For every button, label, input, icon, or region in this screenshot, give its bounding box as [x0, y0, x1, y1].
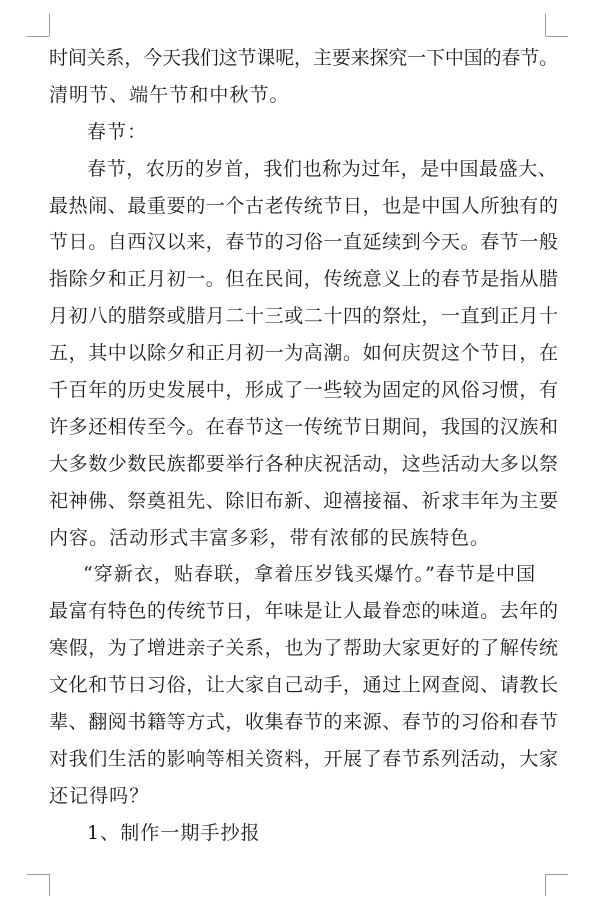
paragraph-line: 清明节、端午节和中秋节。 [49, 83, 290, 106]
section-heading: 春节： [87, 120, 148, 143]
paragraph-line: 还记得吗？ [49, 784, 150, 807]
crop-mark-bottom-left-horizontal [27, 874, 49, 875]
list-item: 1、制作一期手抄报 [87, 821, 261, 844]
crop-mark-bottom-right-horizontal [546, 874, 568, 875]
paragraph-line: 千百年的历史发展中，形成了一些较为固定的风俗习惯，有 [49, 379, 559, 402]
paragraph-line: 许多还相传至今。在春节这一传统节日期间，我国的汉族和 [49, 415, 559, 438]
crop-mark-top-left-horizontal [27, 36, 49, 37]
paragraph-line: 祀神佛、祭奠祖先、除旧布新、迎禧接福、祈求丰年为主要 [49, 489, 559, 512]
paragraph-line: 月初八的腊祭或腊月二十三或二十四的祭灶，一直到正月十 [49, 305, 559, 328]
crop-mark-top-right-horizontal [546, 36, 568, 37]
paragraph-line: 节日。自西汉以来，春节的习俗一直延续到今天。春节一般 [49, 231, 559, 254]
paragraph-line: 内容。活动形式丰富多彩，带有浓郁的民族特色。 [49, 526, 491, 549]
paragraph-line: 大多数少数民族都要举行各种庆祝活动，这些活动大多以祭 [49, 452, 559, 475]
document-body [49, 40, 559, 852]
crop-mark-bottom-left-vertical [49, 874, 50, 896]
paragraph-line: 寒假，为了增进亲子关系，也为了帮助大家更好的了解传统 [49, 637, 559, 660]
paragraph-line: 指除夕和正月初一。但在民间，传统意义上的春节是指从腊 [49, 268, 559, 291]
paragraph-line: 辈、翻阅书籍等方式，收集春节的来源、春节的习俗和春节 [49, 711, 559, 734]
paragraph-line: 最富有特色的传统节日，年味是让人最眷恋的味道。去年的 [49, 600, 559, 623]
crop-mark-bottom-right-vertical [545, 874, 546, 896]
crop-mark-top-left-vertical [49, 14, 50, 36]
crop-mark-top-right-vertical [545, 14, 546, 36]
paragraph-line: 春节，农历的岁首，我们也称为过年，是中国最盛大、 [87, 157, 558, 180]
paragraph-line: 最热闹、最重要的一个古老传统节日，也是中国人所独有的 [49, 194, 559, 217]
paragraph-line: 时间关系，今天我们这节课呢，主要来探究一下中国的春节。 [49, 47, 558, 69]
paragraph-line: 五，其中以除夕和正月初一为高潮。如何庆贺这个节日，在 [49, 342, 559, 365]
paragraph-line: “穿新衣，贴春联，拿着压岁钱买爆竹。”春节是中国 [83, 563, 537, 586]
paragraph-line: 对我们生活的影响等相关资料，开展了春节系列活动，大家 [49, 747, 559, 770]
paragraph-line: 文化和节日习俗，让大家自己动手，通过上网查阅、请教长 [49, 674, 559, 697]
